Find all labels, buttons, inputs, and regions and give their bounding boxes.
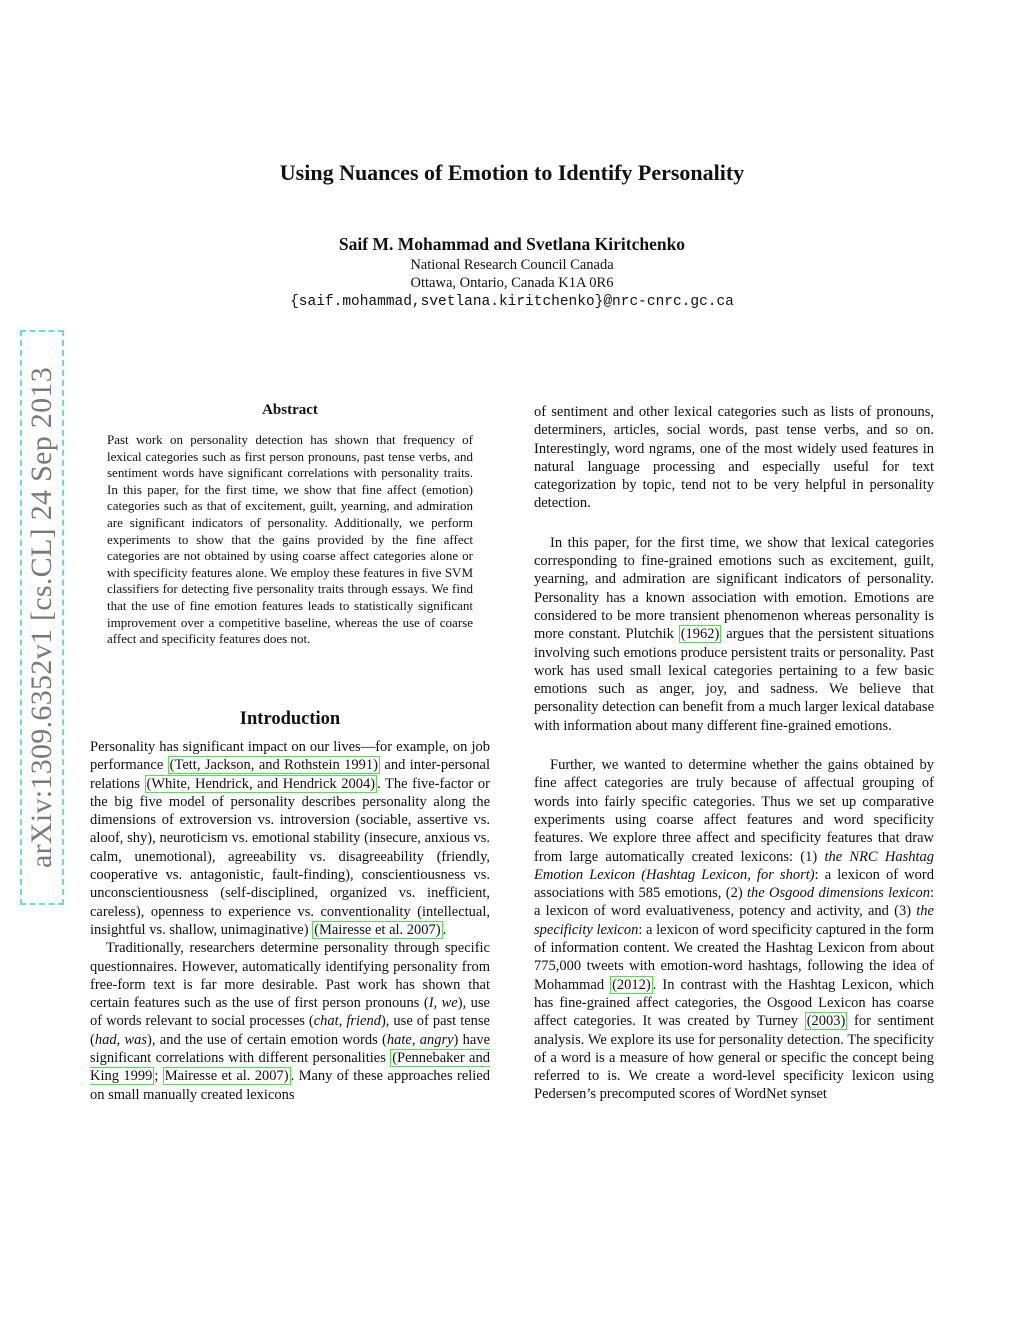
citation-link[interactable]: (White, Hendrick, and Hendrick 2004) bbox=[146, 775, 376, 792]
right-column bbox=[534, 403, 934, 1104]
author-names: Saif M. Mohammad and Svetlana Kiritchenko bbox=[338, 234, 686, 254]
introduction-heading: Introduction bbox=[239, 709, 341, 729]
citation-link[interactable]: (2003) bbox=[806, 1013, 846, 1030]
paper-title: Using Nuances of Emotion to Identify Personality bbox=[279, 160, 745, 185]
abstract-heading: Abstract bbox=[262, 402, 318, 418]
citation-link[interactable]: (Tett, Jackson, and Rothstein 1991) bbox=[169, 757, 378, 774]
affiliation-email-line bbox=[0, 293, 1024, 310]
citation-link[interactable]: (Mairesse et al. 2007) bbox=[314, 921, 441, 938]
author-email[interactable]: {saif.mohammad,svetlana.kiritchenko}@nrc-cnrc.gc.ca bbox=[290, 294, 734, 310]
affiliation-org: National Research Council Canada bbox=[410, 257, 614, 273]
left-column bbox=[90, 738, 490, 1104]
citation-link[interactable]: (Pennebaker and King 1999 bbox=[90, 1050, 490, 1085]
citation-link[interactable]: (2012) bbox=[612, 976, 651, 993]
right-paragraph-1: of sentiment and other lexical categories such as lists of pronouns, determiners, articles, social words, past tense verbs, and so on. Interestingly, word ngrams, one of the most widely used features in natural language processing and especially useful for text categorization by topic, tend not to be very helpful in personality detection. bbox=[534, 404, 934, 512]
citation-link[interactable]: Mairesse et al. 2007) bbox=[164, 1068, 289, 1085]
arxiv-stamp[interactable] bbox=[20, 330, 64, 905]
right-paragraph-3: Further, we wanted to determine whether the gains obtained by fine affect categories are truly because of affectual grouping of words into fairly specific categories. Thus we set up comparative experiments using coarse affect features and word specificity features. We explore three affect and specificity features that draw from large automatically created lexicons: (1) the NRC Hashtag Emotion Lexicon (Hashtag Lexicon, for short): a lexicon of word associations with 585 emotions, (2) the Osgood dimensions lexicon: a lexicon of word evaluativeness, potency and activity, and (3) the specificity lexicon: a lexicon of word specificity captured in the form of information content. We created the Hashtag Lexicon from about 775,000 tweets with emotion-word hashtags, following the idea of Mohammad (2012) . In contrast with the Hashtag Lexicon, which has fine-grained affect categories, the Osgood Lexicon has coarse affect categories. It was created by Turney (2003) for sentiment analysis. We explore its use for personality detection. The specificity of a word is a measure of how general or specific the concept being referred to is. We create a word-level specificity lexicon using Pedersen’s precomputed scores of WordNet synset bbox=[534, 757, 934, 1103]
intro-paragraph-1: Personality has significant impact on our lives—for example, on job performance (Tett, Jackson, and Rothstein 1991) and inter-personal relations (White, Hendrick, and Hendrick 2004) . The five-factor or the big five model of personality describes personality along the dimensions of extroversion vs. introversion (sociable, assertive vs. aloof, shy), neuroticism vs. emotional stability (insecure, anxious vs. calm, unemotional), agreeability vs. disagreeability (friendly, cooperative vs. antagonistic, fault-finding), conscientiousness vs. unconscientiousness (self-disciplined, organized vs. inefficient, careless), openness to experience vs. conventionality (intellectual, insightful vs. shallow, unimaginative) (Mairesse et al. 2007) . bbox=[90, 739, 490, 938]
right-paragraph-2: In this paper, for the first time, we show that lexical categories corresponding to fine-grained emotions such as excitement, guilt, yearning, and admiration are significant indicators of personality. Personality has a known association with emotion. Emotions are considered to be more transient phenomenon whereas personality is more constant. Plutchik (1962) argues that the persistent situations involving such emotions produce persistent traits or personality. Past work has used small lexical categories pertaining to a few basic emotions such as anger, joy, and sadness. We believe that personality detection can benefit from a much larger lexical database with information about many different fine-grained emotions. bbox=[534, 534, 934, 734]
intro-paragraph-2: Traditionally, researchers determine personality through specific questionnaires. However, automatically identifying personality from free-form text is far more desirable. Past work has shown that certain features such as the use of first person pronouns (I, we), use of words relevant to social processes (chat, friend), use of past tense (had, was), and the use of certain emotion words (hate, angry) have significant correlations with different personalities (Pennebaker and King 1999 ; Mairesse et al. 2007) . Many of these approaches relied on small manually created lexicons bbox=[90, 940, 491, 1103]
abstract-body: Past work on personality detection has shown that frequency of lexical categories such as first person pronouns, past tense verbs, and sentiment words have significant correlations with personality traits. In this paper, for the first time, we show that fine affect (emotion) categories such as that of excitement, guilt, yearning, and admiration are significant indicators of personality. Additionally, we perform experiments to show that the gains provided by the fine affect categories are not obtained by using coarse affect categories alone or with specificity features alone. We employ these features in five SVM classifiers for detecting five personality traits through essays. We find that the use of fine emotion features leads to statistically significant improvement over a competitive baseline, whereas the use of coarse affect and specificity features does not. bbox=[107, 432, 473, 647]
arxiv-id: arXiv:1309.6352v1 [cs.CL] 24 Sep 2013 bbox=[25, 366, 58, 869]
citation-link[interactable]: (1962) bbox=[680, 626, 720, 643]
affiliation-address: Ottawa, Ontario, Canada K1A 0R6 bbox=[410, 275, 614, 291]
